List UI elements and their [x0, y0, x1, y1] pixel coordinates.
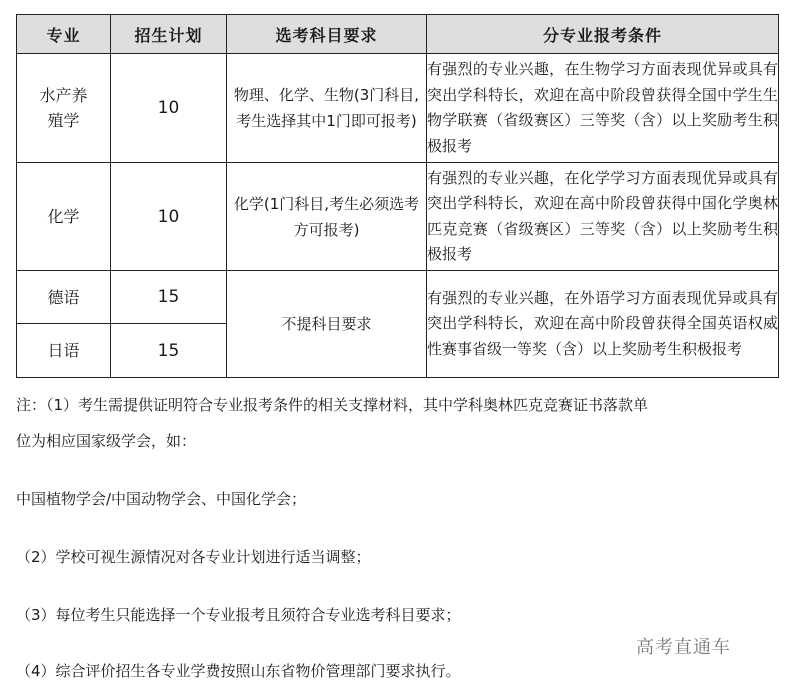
major-cell: 德语	[17, 271, 111, 324]
subject-requirement-cell: 物理、化学、生物(3门科目,考生选择其中1门即可报考)	[227, 54, 427, 163]
major-cell	[17, 54, 111, 163]
plan-cell: 10	[111, 54, 227, 163]
note-1-line-2: 位为相应国家级学会，如：	[16, 432, 197, 450]
application-condition-cell: 有强烈的专业兴趣，在生物学习方面表现优异或具有突出学科特长，欢迎在高中阶段曾获得全国中学生生物学联赛（省级赛区）三等奖（含）以上奖励考生积极报考	[427, 54, 779, 163]
subject-requirement-cell: 不提科目要求	[227, 271, 427, 378]
plan-cell: 10	[111, 163, 227, 271]
plan-cell: 15	[111, 271, 227, 324]
table-row	[17, 163, 779, 271]
header-major: 专业	[17, 15, 111, 54]
table-header-row	[17, 15, 779, 54]
header-subject-requirement: 选考科目要求	[227, 15, 427, 54]
major-cell: 化学	[17, 163, 111, 271]
application-condition-cell: 有强烈的专业兴趣，在化学学习方面表现优异或具有突出学科特长，欢迎在高中阶段曾获得中国化学奥林匹克竞赛（省级赛区）三等奖（含）以上奖励考生积极报考	[427, 163, 779, 271]
table-row	[17, 271, 779, 324]
note-4: （4）综合评价招生各专业学费按照山东省物价管理部门要求执行。	[16, 662, 461, 680]
table-row	[17, 54, 779, 163]
subject-requirement-cell: 化学(1门科目,考生必须选考方可报考)	[227, 163, 427, 271]
note-3: （3）每位考生只能选择一个专业报考且须符合专业选考科目要求；	[16, 606, 461, 624]
plan-cell: 15	[111, 324, 227, 378]
note-1-examples: 中国植物学会/中国动物学会、中国化学会；	[16, 490, 307, 508]
major-name: 水产养殖学	[39, 86, 88, 130]
note-2: （2）学校可视生源情况对各专业计划进行适当调整；	[16, 548, 371, 566]
header-application-condition: 分专业报考条件	[427, 15, 779, 54]
watermark: 高考直通车	[636, 637, 731, 658]
major-cell: 日语	[17, 324, 111, 378]
header-plan: 招生计划	[111, 15, 227, 54]
note-1-line-1: 注：（1）考生需提供证明符合专业报考条件的相关支撑材料，其中学科奥林匹克竞赛证书落款单	[16, 396, 649, 414]
admission-table	[16, 14, 779, 378]
application-condition-cell: 有强烈的专业兴趣，在外语学习方面表现优异或具有突出学科特长，欢迎在高中阶段曾获得全国英语权威性赛事省级一等奖（含）以上奖励考生积极报考	[427, 271, 779, 378]
